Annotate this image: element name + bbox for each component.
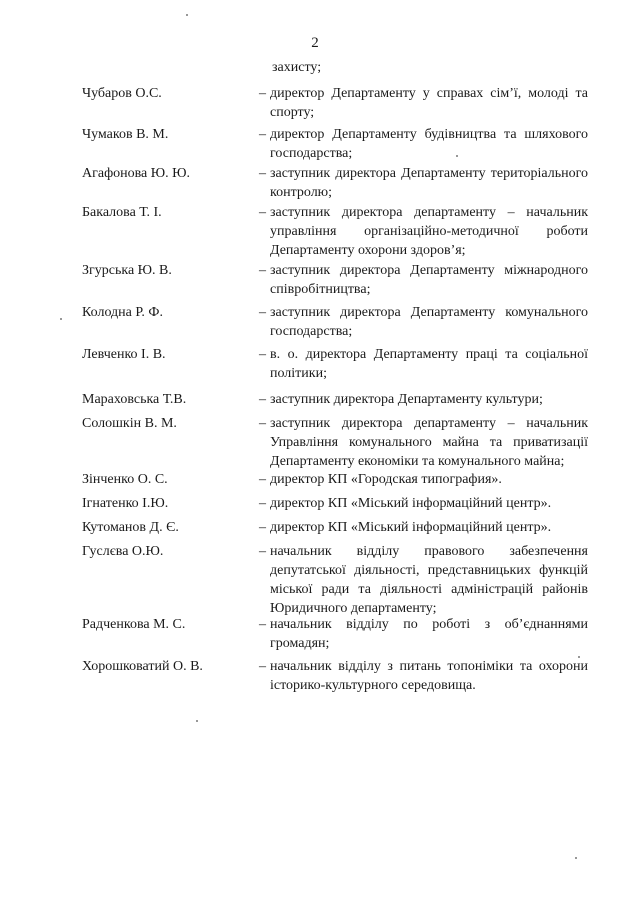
entry-dash: – [259,544,266,559]
entry-dash: – [259,416,266,431]
entry-name: Згурська Ю. В. [82,263,172,278]
list-item [0,657,630,697]
entry-dash: – [259,347,266,362]
continuation-text: захисту; [272,60,322,75]
list-item [0,84,630,124]
scan-speck [60,318,62,320]
entry-dash: – [259,305,266,320]
entry-description: директор КП «Городская типография». [270,472,502,487]
entry-dash: – [259,392,266,407]
entry-description: заступник директора Департаменту культури; [270,392,543,407]
entry-description: заступник директора департаменту – начальник Управління комунального майна та приватизації Департаменту економіки та комунального майна; [270,416,588,469]
entry-name: Колодна Р. Ф. [82,305,163,320]
entry-description: начальник відділу з питань топоніміки та охорони історико-культурного середовища. [270,659,588,693]
list-item [0,203,630,263]
list-item [0,470,630,494]
entry-name: Чумаков В. М. [82,127,169,142]
list-item [0,494,630,518]
list-item [0,414,630,474]
entry-name: Хорошковатий О. В. [82,659,203,674]
list-item [0,390,630,414]
entry-description: заступник директора департаменту – начальник управління організаційно-методичної роботи Департаменту охорони здоров’я; [270,205,588,258]
list-item [0,125,630,165]
entry-dash: – [259,205,266,220]
scan-speck [186,14,188,16]
entry-name: Солошкін В. М. [82,416,177,431]
entry-dash: – [259,617,266,632]
list-item [0,345,630,385]
entry-description: директор Департаменту будівництва та шляхового господарства; [270,127,588,161]
entry-dash: – [259,472,266,487]
entry-name: Кутоманов Д. Є. [82,520,179,535]
scan-speck [575,857,577,859]
entry-name: Мараховська Т.В. [82,392,187,407]
entry-name: Зінченко О. С. [82,472,168,487]
list-item [0,615,630,655]
list-item [0,542,630,622]
entry-dash: – [259,166,266,181]
entry-dash: – [259,127,266,142]
list-item [0,303,630,343]
entry-description: заступник директора Департаменту територіального контролю; [270,166,588,200]
entry-name: Ігнатенко І.Ю. [82,496,169,511]
entry-name: Агафонова Ю. Ю. [82,166,191,181]
list-item [0,518,630,542]
entry-description: начальник відділу правового забезпечення депутатської діяльності, представницьких функцій міської ради та діяльності адміністрацій районів Юридичного департаменту; [270,544,588,616]
entry-name: Гуслєва О.Ю. [82,544,164,559]
scan-speck [456,155,458,157]
entry-dash: – [259,263,266,278]
entry-name: Чубаров О.С. [82,86,162,101]
entry-name: Радченкова М. С. [82,617,186,632]
list-item [0,261,630,303]
entry-description: в. о. директора Департаменту праці та соціальної політики; [270,347,588,381]
entry-dash: – [259,496,266,511]
entry-description: директор КП «Міський інформаційний центр». [270,496,552,511]
entry-description: начальник відділу по роботі з об’єднаннями громадян; [270,617,588,651]
scan-speck [578,656,580,658]
scan-speck [196,720,198,722]
entry-description: заступник директора Департаменту комунального господарства; [270,305,588,339]
entry-name: Левченко І. В. [82,347,166,362]
entry-name: Бакалова Т. І. [82,205,162,220]
entry-description: директор КП «Міський інформаційний центр». [270,520,552,535]
page-number: 2 [311,35,319,51]
entry-dash: – [259,86,266,101]
list-item [0,164,630,204]
entry-description: заступник директора Департаменту міжнародного співробітництва; [270,263,588,297]
entry-dash: – [259,520,266,535]
entry-dash: – [259,659,266,674]
entry-description: директор Департаменту у справах сім’ї, молоді та спорту; [270,86,588,120]
